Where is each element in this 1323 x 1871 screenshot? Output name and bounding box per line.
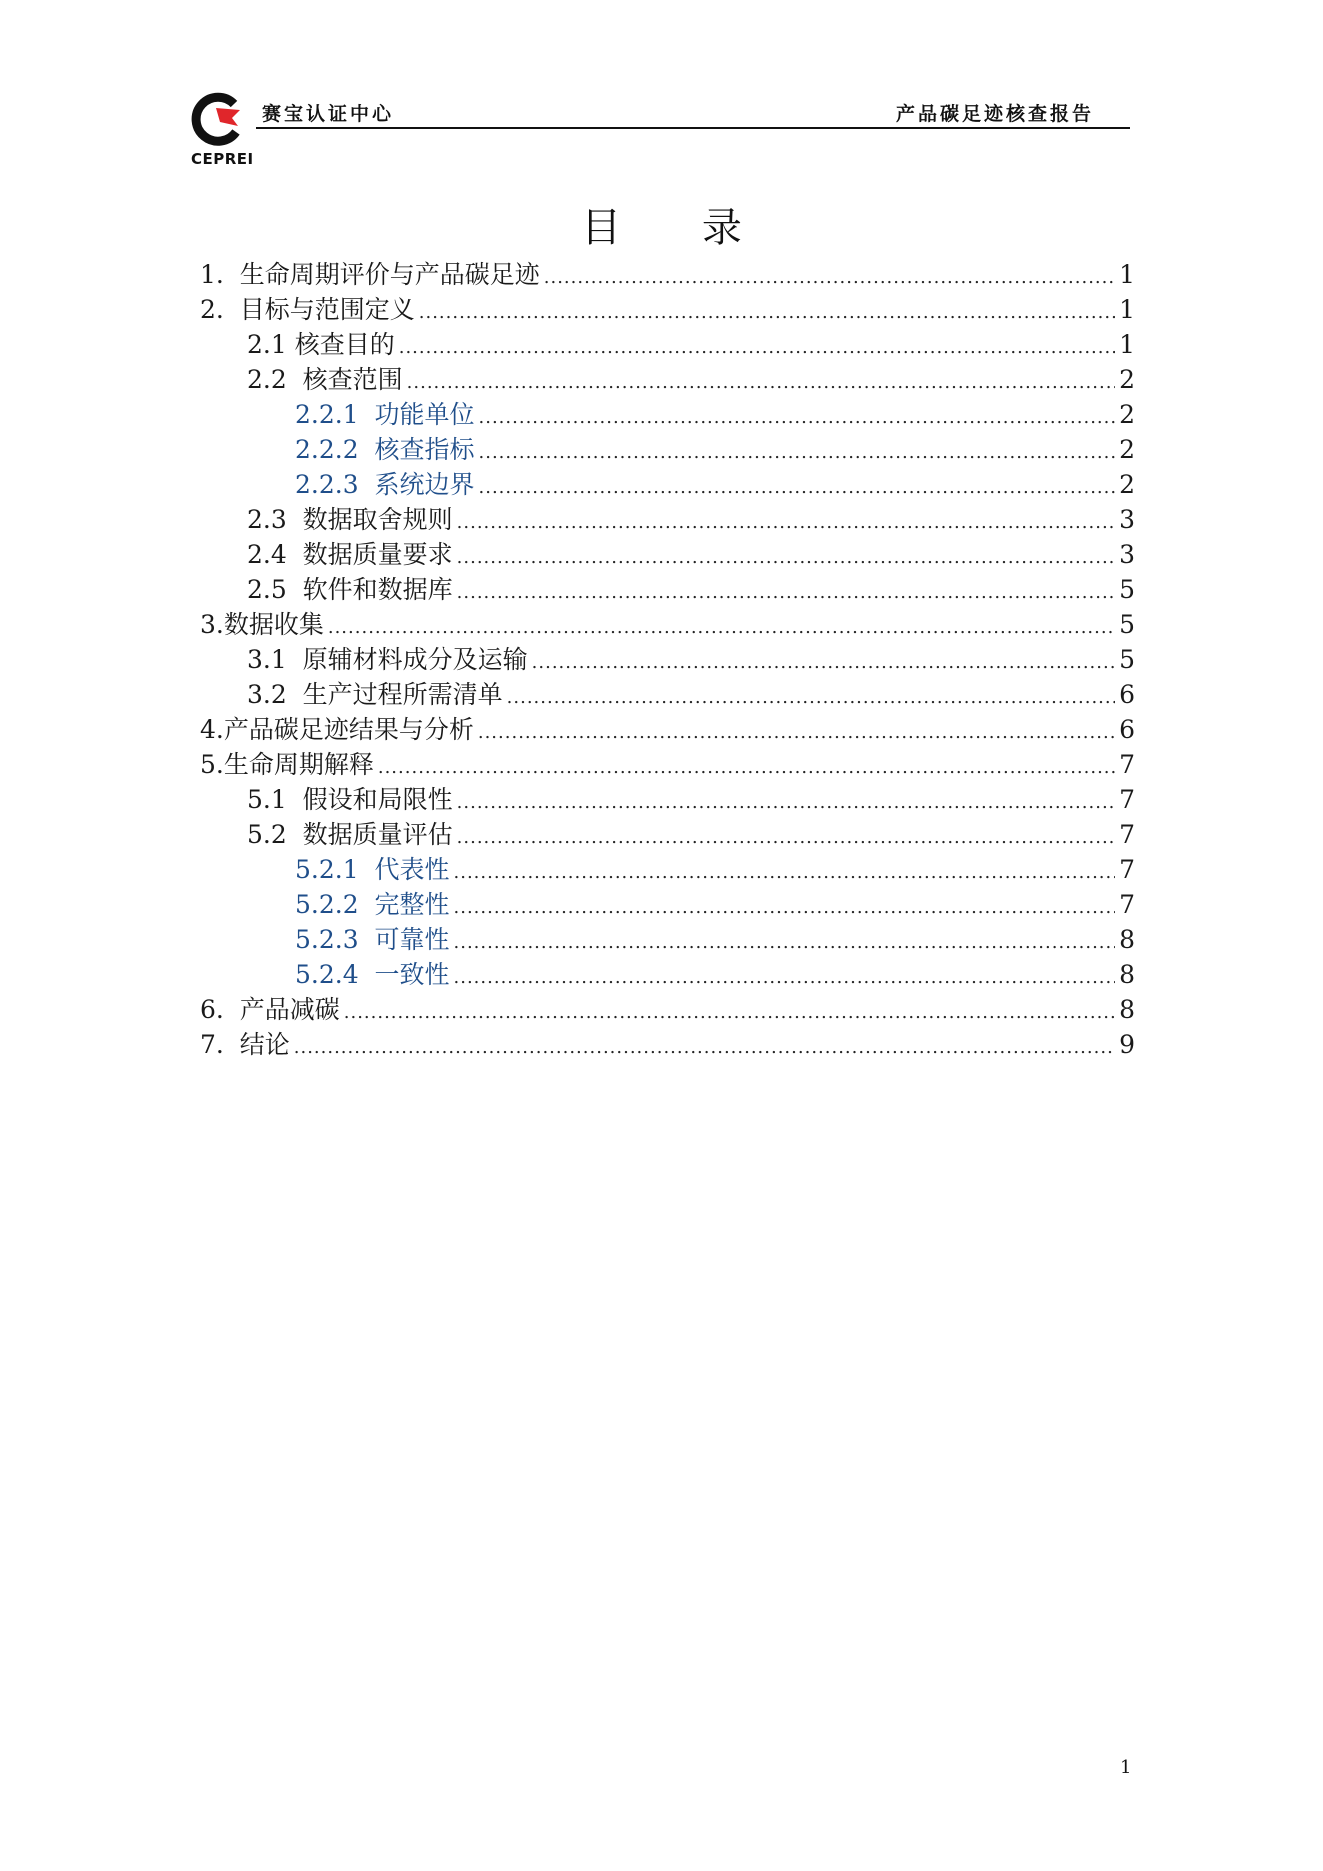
- toc-entry-page: 8: [1119, 960, 1135, 989]
- toc-entry-label: 2.5 软件和数据库: [247, 575, 453, 604]
- report-name: 产品碳足迹核查报告: [895, 103, 1094, 125]
- toc-entry[interactable]: [200, 467, 1135, 502]
- toc-entry-page: 3: [1119, 505, 1135, 534]
- toc-entry[interactable]: [200, 1027, 1135, 1062]
- toc-entry-label: 3.1 原辅材料成分及运输: [247, 645, 528, 674]
- toc-entry-label: 2.2.3 系统边界: [295, 470, 475, 499]
- toc-leader-dots: [407, 365, 1115, 400]
- toc-leader-dots: [454, 890, 1116, 925]
- toc-entry[interactable]: [200, 852, 1135, 887]
- table-of-contents: [200, 257, 1135, 1062]
- toc-entry-label: 4.产品碳足迹结果与分析: [200, 715, 474, 744]
- ceprei-logo-icon: [190, 92, 252, 148]
- toc-entry[interactable]: [200, 607, 1135, 642]
- toc-leader-dots: [479, 400, 1116, 435]
- toc-entry[interactable]: [200, 677, 1135, 712]
- toc-entry[interactable]: [200, 292, 1135, 327]
- toc-entry-page: 2: [1119, 365, 1135, 394]
- toc-entry[interactable]: [200, 572, 1135, 607]
- toc-entry-label: 5.2.3 可靠性: [295, 925, 450, 954]
- toc-entry-page: 7: [1119, 855, 1135, 884]
- toc-entry-page: 1: [1119, 260, 1135, 289]
- toc-leader-dots: [344, 995, 1115, 1030]
- toc-entry-label: 5.2.1 代表性: [295, 855, 450, 884]
- toc-entry-page: 3: [1119, 540, 1135, 569]
- toc-leader-dots: [507, 680, 1115, 715]
- toc-leader-dots: [457, 820, 1115, 855]
- toc-entry-page: 1: [1119, 330, 1135, 359]
- toc-entry[interactable]: [200, 887, 1135, 922]
- toc-leader-dots: [457, 785, 1115, 820]
- toc-title: 目 录: [581, 205, 776, 251]
- toc-leader-dots: [294, 1030, 1115, 1065]
- page-number: 1: [1120, 1757, 1132, 1778]
- toc-entry-page: 2: [1119, 470, 1135, 499]
- toc-entry[interactable]: [200, 502, 1135, 537]
- toc-leader-dots: [378, 750, 1115, 785]
- toc-entry[interactable]: [200, 712, 1135, 747]
- toc-entry-page: 8: [1119, 925, 1135, 954]
- toc-entry[interactable]: [200, 257, 1135, 292]
- toc-leader-dots: [454, 855, 1116, 890]
- toc-entry-label: 2.3 数据取舍规则: [247, 505, 453, 534]
- toc-entry-page: 6: [1119, 680, 1135, 709]
- toc-leader-dots: [478, 715, 1115, 750]
- toc-entry[interactable]: [200, 782, 1135, 817]
- toc-entry[interactable]: [200, 992, 1135, 1027]
- toc-entry-label: 6. 产品减碳: [200, 995, 340, 1024]
- toc-entry-label: 2.2.2 核查指标: [295, 435, 475, 464]
- toc-entry-label: 3.数据收集: [200, 610, 324, 639]
- logo-text: CEPREI: [191, 150, 254, 168]
- toc-entry-label: 2.2.1 功能单位: [295, 400, 475, 429]
- toc-entry-label: 2.2 核查范围: [247, 365, 403, 394]
- toc-entry[interactable]: [200, 922, 1135, 957]
- toc-entry[interactable]: [200, 397, 1135, 432]
- toc-entry-label: 5.2.2 完整性: [295, 890, 450, 919]
- toc-entry-page: 5: [1119, 645, 1135, 674]
- toc-entry[interactable]: [200, 957, 1135, 992]
- toc-entry-label: 5.2 数据质量评估: [247, 820, 453, 849]
- toc-entry-page: 9: [1119, 1030, 1135, 1059]
- toc-leader-dots: [544, 260, 1115, 295]
- toc-entry[interactable]: [200, 747, 1135, 782]
- toc-leader-dots: [532, 645, 1115, 680]
- toc-entry-page: 6: [1119, 715, 1135, 744]
- toc-entry-label: 2.4 数据质量要求: [247, 540, 453, 569]
- toc-entry-page: 7: [1119, 890, 1135, 919]
- org-name: 赛宝认证中心: [262, 103, 395, 125]
- toc-entry[interactable]: [200, 642, 1135, 677]
- toc-leader-dots: [454, 925, 1116, 960]
- toc-entry-page: 5: [1119, 610, 1135, 639]
- toc-leader-dots: [399, 330, 1115, 365]
- toc-entry[interactable]: [200, 817, 1135, 852]
- toc-entry-page: 7: [1119, 785, 1135, 814]
- toc-leader-dots: [454, 960, 1116, 995]
- header-rule: [256, 127, 1130, 129]
- toc-entry-label: 5.生命周期解释: [200, 750, 374, 779]
- toc-leader-dots: [457, 575, 1115, 610]
- toc-entry-page: 2: [1119, 435, 1135, 464]
- toc-entry-page: 5: [1119, 575, 1135, 604]
- toc-leader-dots: [457, 505, 1115, 540]
- toc-entry-page: 1: [1119, 295, 1135, 324]
- toc-leader-dots: [479, 435, 1116, 470]
- toc-leader-dots: [328, 610, 1115, 645]
- ceprei-logo: [190, 92, 254, 170]
- toc-entry[interactable]: [200, 327, 1135, 362]
- toc-entry-page: 7: [1119, 750, 1135, 779]
- toc-entry[interactable]: [200, 362, 1135, 397]
- toc-entry-label: 7. 结论: [200, 1030, 290, 1059]
- toc-entry[interactable]: [200, 432, 1135, 467]
- page-header: [190, 92, 1130, 170]
- toc-entry-label: 5.2.4 一致性: [295, 960, 450, 989]
- toc-leader-dots: [479, 470, 1116, 505]
- toc-leader-dots: [457, 540, 1115, 575]
- toc-entry-page: 8: [1119, 995, 1135, 1024]
- toc-leader-dots: [419, 295, 1115, 330]
- toc-entry-label: 2.1 核查目的: [247, 330, 395, 359]
- toc-entry[interactable]: [200, 537, 1135, 572]
- toc-entry-label: 3.2 生产过程所需清单: [247, 680, 503, 709]
- toc-entry-label: 1. 生命周期评价与产品碳足迹: [200, 260, 540, 289]
- toc-entry-page: 2: [1119, 400, 1135, 429]
- toc-entry-label: 5.1 假设和局限性: [247, 785, 453, 814]
- toc-entry-page: 7: [1119, 820, 1135, 849]
- toc-entry-label: 2. 目标与范围定义: [200, 295, 415, 324]
